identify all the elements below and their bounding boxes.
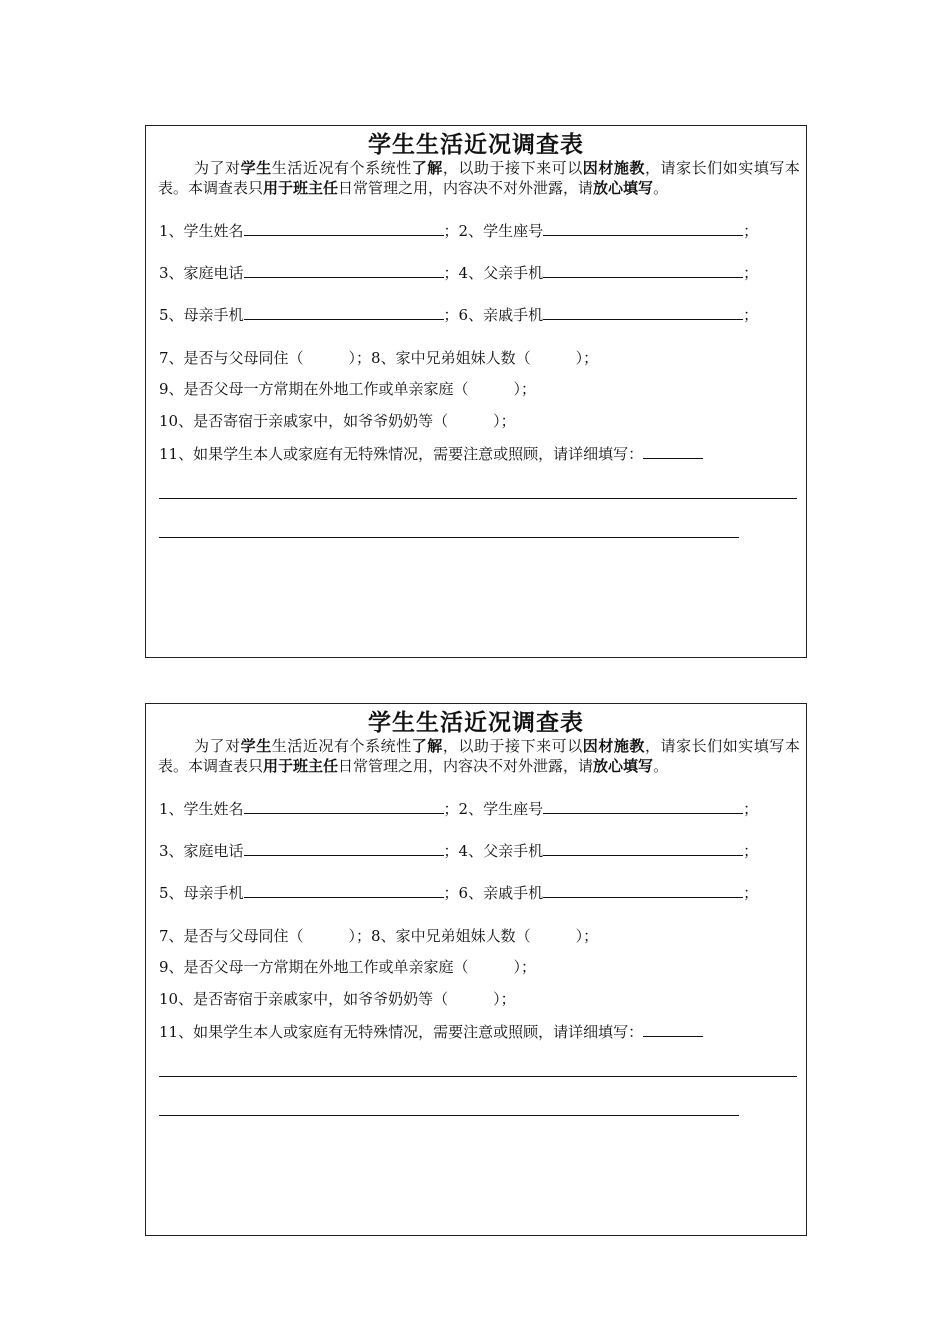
semicolon: ；: [743, 800, 759, 818]
survey-form-2: [145, 703, 807, 1236]
student-seat-blank[interactable]: [543, 800, 743, 814]
semicolon: ；: [743, 264, 759, 282]
form-intro: 为了对学生生活近况有个系统性了解，以助于接下来可以因材施教，请家长们如实填写本表。本调查表只用于班主任日常管理之用，内容决不对外泄露，请放心填写。: [158, 159, 800, 197]
answer-line-1[interactable]: [159, 1076, 797, 1077]
mother-phone-blank[interactable]: [244, 884, 444, 898]
semicolon: ；: [743, 884, 759, 902]
answer-line-2[interactable]: [159, 1115, 739, 1116]
field-row-mother-relative: [159, 304, 758, 325]
form-intro: 为了对学生生活近况有个系统性了解，以助于接下来可以因材施教，请家长们如实填写本表。本调查表只用于班主任日常管理之用，内容决不对外泄露，请放心填写。: [158, 737, 800, 775]
question-parent-away[interactable]: 9、是否父母一方常期在外地工作或单亲家庭（ ）；: [159, 958, 537, 976]
relative-phone-blank[interactable]: [543, 306, 743, 320]
question-special-situation: [159, 443, 703, 464]
student-name-blank[interactable]: [244, 800, 444, 814]
survey-form-1: [145, 125, 807, 658]
student-seat-label: ；2、学生座号: [443, 800, 544, 818]
father-phone-blank[interactable]: [543, 842, 743, 856]
father-phone-blank[interactable]: [543, 264, 743, 278]
home-phone-label: 3、家庭电话: [159, 264, 244, 282]
special-situation-label: 11、如果学生本人或家庭有无特殊情况，需要注意或照顾，请详细填写：: [159, 445, 644, 463]
field-row-mother-relative: [159, 882, 758, 903]
question-boarding[interactable]: 10、是否寄宿于亲戚家中，如爷爷奶奶等（ ）；: [159, 990, 516, 1008]
father-phone-label: ；4、父亲手机: [443, 842, 544, 860]
field-row-name-seat: [159, 798, 758, 819]
home-phone-blank[interactable]: [244, 842, 444, 856]
student-seat-label: ；2、学生座号: [443, 222, 544, 240]
field-row-phone-father: [159, 262, 758, 283]
semicolon: ；: [743, 842, 759, 860]
field-row-phone-father: [159, 840, 758, 861]
mother-phone-label: 5、母亲手机: [159, 306, 244, 324]
semicolon: ；: [743, 306, 759, 324]
student-name-blank[interactable]: [244, 222, 444, 236]
form-title: 学生生活近况调查表: [368, 709, 584, 736]
father-phone-label: ；4、父亲手机: [443, 264, 544, 282]
relative-phone-blank[interactable]: [543, 884, 743, 898]
relative-phone-label: ；6、亲戚手机: [443, 306, 544, 324]
mother-phone-blank[interactable]: [244, 306, 444, 320]
question-parent-away[interactable]: 9、是否父母一方常期在外地工作或单亲家庭（ ）；: [159, 380, 537, 398]
answer-line-1[interactable]: [159, 498, 797, 499]
mother-phone-label: 5、母亲手机: [159, 884, 244, 902]
student-name-label: 1、学生姓名: [159, 222, 244, 240]
question-live-with-parents[interactable]: 7、是否与父母同住（ ）；8、家中兄弟姐妹人数（ ）；: [159, 927, 599, 945]
form-title: 学生生活近况调查表: [368, 131, 584, 158]
question-boarding[interactable]: 10、是否寄宿于亲戚家中，如爷爷奶奶等（ ）；: [159, 412, 516, 430]
special-situation-blank[interactable]: [643, 445, 703, 459]
student-seat-blank[interactable]: [543, 222, 743, 236]
question-special-situation: [159, 1021, 703, 1042]
answer-line-2[interactable]: [159, 537, 739, 538]
special-situation-label: 11、如果学生本人或家庭有无特殊情况，需要注意或照顾，请详细填写：: [159, 1023, 644, 1041]
home-phone-label: 3、家庭电话: [159, 842, 244, 860]
student-name-label: 1、学生姓名: [159, 800, 244, 818]
semicolon: ；: [743, 222, 759, 240]
relative-phone-label: ；6、亲戚手机: [443, 884, 544, 902]
home-phone-blank[interactable]: [244, 264, 444, 278]
field-row-name-seat: [159, 220, 758, 241]
special-situation-blank[interactable]: [643, 1023, 703, 1037]
question-live-with-parents[interactable]: 7、是否与父母同住（ ）；8、家中兄弟姐妹人数（ ）；: [159, 349, 599, 367]
